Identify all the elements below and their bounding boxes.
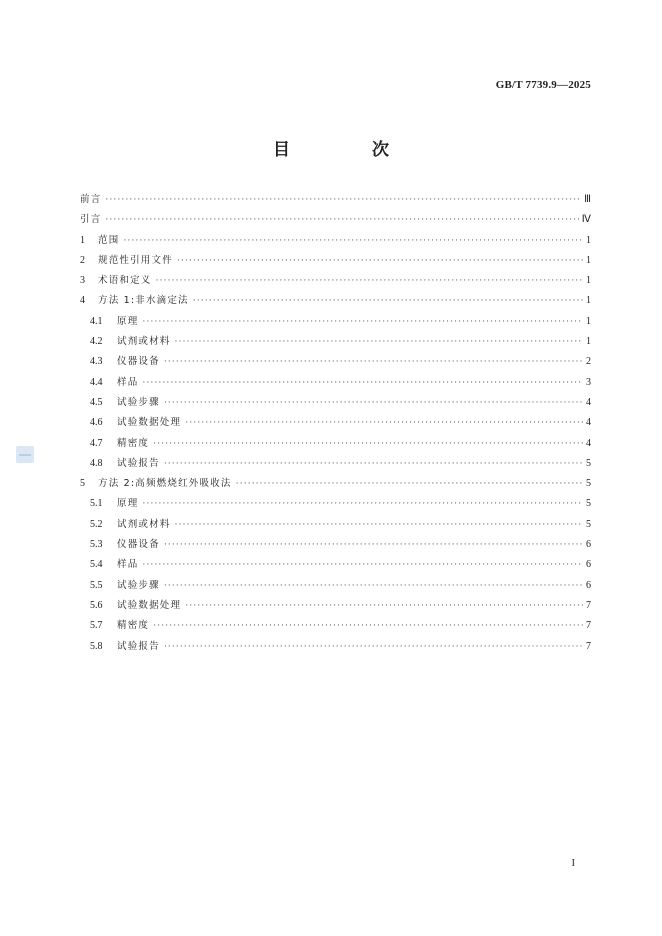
toc-entry-number: 5.1	[90, 498, 103, 510]
toc-dot-leader	[105, 189, 581, 209]
toc-dot-leader	[123, 230, 583, 250]
toc-entry-title: 试剂或材料	[117, 518, 171, 530]
toc-dot-leader	[185, 595, 583, 615]
toc-entry-title: 试验步骤	[117, 396, 160, 408]
toc-entry-title: 原理	[117, 498, 139, 510]
table-of-contents	[80, 189, 591, 656]
toc-entry-number: 4.2	[90, 336, 103, 348]
toc-entry-title: 样品	[117, 376, 139, 388]
toc-entry-title: 精密度	[117, 437, 150, 449]
toc-entry-number: 5	[80, 478, 85, 490]
toc-entry-page: Ⅳ	[581, 214, 591, 226]
toc-entry[interactable]	[80, 493, 591, 513]
toc-entry[interactable]	[80, 412, 591, 432]
toc-dot-leader	[175, 331, 583, 351]
toc-dot-leader	[142, 493, 583, 513]
toc-entry-number: 4.6	[90, 417, 103, 429]
toc-entry-title: 试验数据处理	[117, 599, 182, 611]
toc-entry[interactable]	[80, 331, 591, 351]
toc-entry-page: 1	[586, 295, 591, 307]
toc-entry-number: 2	[80, 254, 85, 266]
toc-entry-title: 引言	[80, 214, 102, 226]
toc-dot-leader	[164, 392, 583, 412]
toc-entry[interactable]	[80, 595, 591, 615]
page-number: I	[571, 858, 575, 869]
side-tab-marker	[16, 446, 34, 463]
toc-entry-page: 1	[586, 315, 591, 327]
toc-entry-title: 仪器设备	[117, 539, 160, 551]
toc-dot-leader	[164, 575, 583, 595]
toc-entry-page: 7	[586, 640, 591, 652]
toc-dot-leader	[153, 615, 583, 635]
toc-entry-number: 5.2	[90, 518, 103, 530]
toc-entry-page: 5	[586, 478, 591, 490]
toc-entry-page: 6	[586, 559, 591, 571]
standard-code: GB/T 7739.9—2025	[495, 79, 591, 91]
toc-entry-number: 5.3	[90, 539, 103, 551]
toc-entry-number: 4	[80, 295, 85, 307]
toc-entry-page: 4	[586, 396, 591, 408]
toc-entry-title: 试验步骤	[117, 579, 160, 591]
toc-entry-number: 5.7	[90, 620, 103, 632]
toc-entry-title: 范围	[98, 234, 120, 246]
toc-entry-number: 5.6	[90, 599, 103, 611]
toc-entry-page: 3	[586, 376, 591, 388]
toc-entry-page: 6	[586, 579, 591, 591]
toc-entry-page: 1	[586, 234, 591, 246]
toc-dot-leader	[164, 453, 583, 473]
toc-dot-leader	[185, 412, 583, 432]
toc-entry-page: 7	[586, 599, 591, 611]
toc-dot-leader	[175, 514, 583, 534]
toc-dot-leader	[142, 372, 583, 392]
toc-entry-page: 7	[586, 620, 591, 632]
toc-entry-title: 试验数据处理	[117, 417, 182, 429]
toc-entry-number: 4.3	[90, 356, 103, 368]
toc-entry[interactable]	[80, 514, 591, 534]
toc-entry-title: 原理	[117, 315, 139, 327]
toc-entry-number: 4.5	[90, 396, 103, 408]
page-title: 目 次	[273, 140, 427, 160]
toc-entry-title: 方法 2:高频燃烧红外吸收法	[98, 478, 232, 490]
toc-entry[interactable]	[80, 575, 591, 595]
toc-entry-page: 1	[586, 275, 591, 287]
toc-dot-leader	[142, 554, 583, 574]
toc-dot-leader	[164, 351, 583, 371]
toc-entry-page: Ⅲ	[584, 194, 591, 205]
toc-dot-leader	[156, 270, 583, 290]
toc-entry-number: 3	[80, 275, 85, 287]
toc-entry-title: 仪器设备	[117, 356, 160, 368]
toc-dot-leader	[142, 311, 583, 331]
toc-entry-number: 5.5	[90, 579, 103, 591]
toc-entry-title: 术语和定义	[98, 275, 152, 287]
toc-entry[interactable]	[80, 392, 591, 412]
toc-entry-title: 方法 1:非水滴定法	[98, 295, 189, 307]
toc-entry-number: 5.4	[90, 559, 103, 571]
toc-entry-page: 5	[586, 518, 591, 530]
toc-dot-leader	[177, 250, 583, 270]
toc-entry[interactable]	[80, 230, 591, 250]
toc-entry[interactable]	[80, 311, 591, 331]
toc-entry-page: 1	[586, 254, 591, 266]
toc-entry-title: 规范性引用文件	[98, 254, 173, 266]
toc-entry-title: 试验报告	[117, 640, 160, 652]
toc-entry-page: 5	[586, 457, 591, 469]
toc-entry-page: 6	[586, 539, 591, 551]
toc-entry-number: 4.1	[90, 315, 103, 327]
toc-entry[interactable]	[80, 534, 591, 554]
toc-entry-page: 4	[586, 437, 591, 449]
toc-entry-page: 1	[586, 336, 591, 348]
toc-entry-page: 4	[586, 417, 591, 429]
toc-entry-title: 样品	[117, 559, 139, 571]
toc-entry[interactable]	[80, 453, 591, 473]
toc-entry[interactable]	[80, 433, 591, 453]
toc-entry-number: 4.4	[90, 376, 103, 388]
toc-dot-leader	[236, 473, 583, 493]
toc-dot-leader	[193, 290, 583, 310]
toc-entry[interactable]	[80, 189, 591, 209]
toc-entry-page: 5	[586, 498, 591, 510]
toc-entry[interactable]	[80, 636, 591, 656]
toc-entry-number: 4.7	[90, 437, 103, 449]
toc-entry-number: 1	[80, 234, 85, 246]
toc-entry[interactable]	[80, 372, 591, 392]
toc-entry-number: 4.8	[90, 457, 103, 469]
toc-dot-leader	[164, 636, 583, 656]
toc-entry[interactable]	[80, 270, 591, 290]
toc-entry-title: 试验报告	[117, 457, 160, 469]
toc-entry-number: 5.8	[90, 640, 103, 652]
toc-entry[interactable]	[80, 615, 591, 635]
toc-entry[interactable]	[80, 290, 591, 310]
toc-dot-leader	[105, 209, 578, 229]
toc-entry-title: 精密度	[117, 620, 150, 632]
toc-entry-title: 试剂或材料	[117, 336, 171, 348]
toc-entry[interactable]	[80, 473, 591, 493]
toc-entry[interactable]	[80, 554, 591, 574]
toc-entry-page: 2	[586, 356, 591, 368]
toc-entry[interactable]	[80, 250, 591, 270]
toc-dot-leader	[164, 534, 583, 554]
toc-entry-title: 前言	[80, 194, 102, 205]
toc-dot-leader	[153, 433, 583, 453]
toc-entry[interactable]	[80, 209, 591, 229]
toc-entry[interactable]	[80, 351, 591, 371]
